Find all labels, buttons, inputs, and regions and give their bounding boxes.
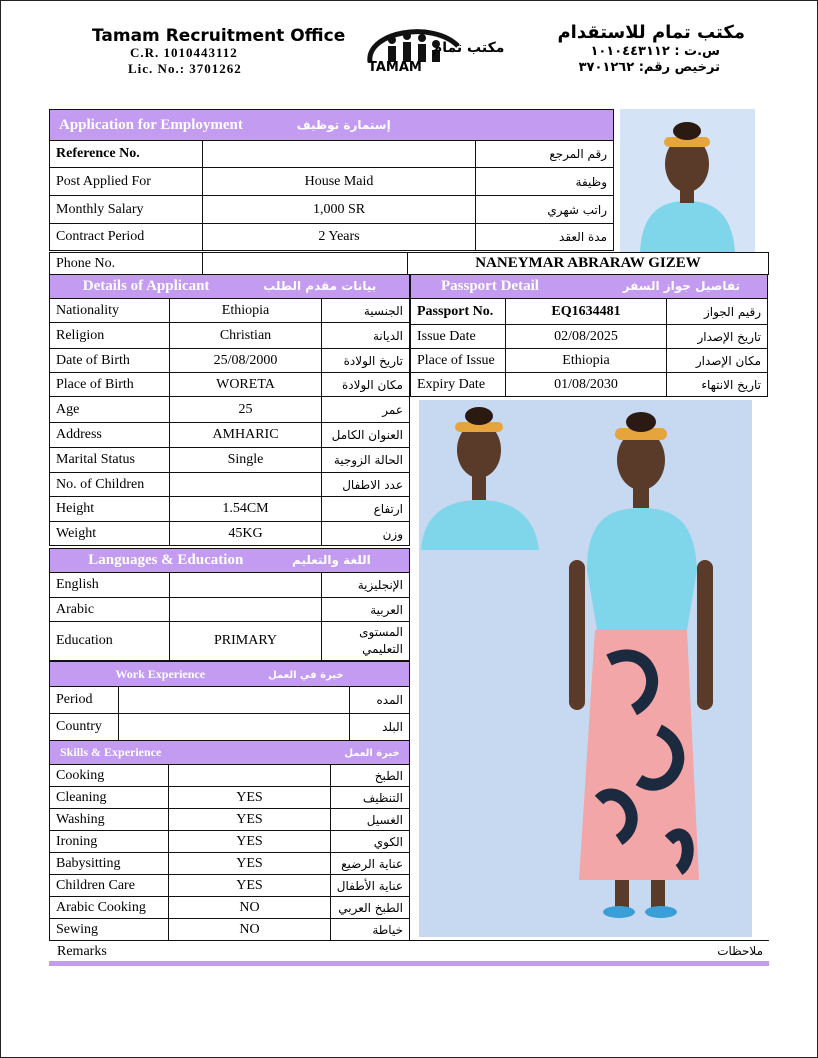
applicant-field-label-ar: العنوان الكامل: [322, 423, 410, 448]
skill-value: YES: [169, 787, 331, 809]
reference-value: [203, 141, 476, 168]
application-title-ar: إستمارة توظيف: [296, 117, 391, 132]
table-row: [50, 196, 614, 224]
table-row: [50, 224, 614, 251]
passport-field-value: EQ1634481: [506, 299, 667, 325]
remarks-row: [49, 940, 769, 966]
skill-value: YES: [169, 853, 331, 875]
passport-field-label: Expiry Date: [411, 373, 506, 397]
applicant-field-label-ar: مكان الولادة: [322, 373, 410, 397]
passport-table: [410, 274, 768, 397]
company-name-ar: مكتب تمام للاستقدام: [557, 22, 745, 43]
table-row: [50, 323, 410, 349]
table-row: [50, 598, 410, 622]
languages-title-ar: اللغة والتعليم: [292, 553, 371, 567]
work-title-ar: خبرة في العمل: [268, 669, 344, 681]
applicant-field-label: Nationality: [50, 299, 170, 323]
skills-title: Skills & Experience: [60, 745, 162, 759]
skill-label: Babysitting: [50, 853, 169, 875]
country-value: [119, 714, 350, 741]
skills-title-ar: خبرة العمل: [344, 748, 400, 759]
applicant-field-label-ar: عدد الاطفال: [322, 473, 410, 497]
country-label: Country: [50, 714, 119, 741]
applicant-field-value: WORETA: [170, 373, 322, 397]
work-title: Work Experience: [115, 666, 206, 681]
languages-title: Languages & Education: [88, 552, 244, 568]
work-header: [50, 662, 410, 687]
applicant-field-label-ar: الجنسية: [322, 299, 410, 323]
applicant-title: Details of Applicant: [82, 278, 210, 294]
english-label-ar: الإنجليزية: [322, 573, 410, 598]
table-row: [50, 573, 410, 598]
skill-value: [169, 765, 331, 787]
skill-label-ar: عناية الرضيع: [330, 853, 409, 875]
table-row: [411, 349, 768, 373]
period-value: [119, 687, 350, 714]
applicant-field-label-ar: وزن: [322, 522, 410, 546]
applicant-field-value: Single: [170, 448, 322, 473]
post-value: House Maid: [203, 168, 476, 196]
phone-name-table: [49, 252, 769, 275]
skill-value: YES: [169, 831, 331, 853]
applicant-photo-full: [419, 400, 752, 937]
applicant-field-label: Height: [50, 497, 170, 522]
table-row: [50, 141, 614, 168]
passport-field-value: 02/08/2025: [506, 325, 667, 349]
passport-title: Passport Detail: [441, 278, 539, 294]
skill-label-ar: عناية الأطفال: [330, 875, 409, 897]
passport-field-label-ar: رقيم الجواز: [667, 299, 768, 325]
post-label: Post Applied For: [50, 168, 203, 196]
reference-label-ar: رقم المرجع: [476, 141, 614, 168]
license-number-ar: ترخيص رقم: ٣٧٠١٢٦٢: [578, 60, 720, 75]
table-row: [411, 325, 768, 349]
country-label-ar: البلد: [350, 714, 410, 741]
applicant-table: [49, 274, 410, 546]
applicant-field-label: Address: [50, 423, 170, 448]
table-row: [50, 497, 410, 522]
english-value: [170, 573, 322, 598]
applicant-name: NANEYMAR ABRARAW GIZEW: [408, 253, 769, 275]
remarks-label: Remarks: [57, 944, 107, 959]
table-row: [50, 714, 410, 741]
passport-field-value: Ethiopia: [506, 349, 667, 373]
skill-value: NO: [169, 919, 331, 941]
passport-field-label: Issue Date: [411, 325, 506, 349]
remarks-label-ar: ملاحظات: [717, 944, 763, 958]
work-table: [49, 661, 410, 741]
applicant-field-label: Date of Birth: [50, 349, 170, 373]
reference-label: Reference No.: [50, 141, 203, 168]
table-row: [411, 373, 768, 397]
cr-number-ar: س.ت : ١٠١٠٤٤٣١١٢: [590, 44, 720, 59]
skills-table: [49, 740, 410, 941]
applicant-field-value: Ethiopia: [170, 299, 322, 323]
skill-value: NO: [169, 897, 331, 919]
applicant-field-value: Christian: [170, 323, 322, 349]
applicant-field-label-ar: الحالة الزوجية: [322, 448, 410, 473]
arabic-value: [170, 598, 322, 622]
education-label: Education: [50, 622, 170, 661]
skill-label-ar: الطبخ: [330, 765, 409, 787]
contract-label-ar: مدة العقد: [476, 224, 614, 251]
skill-label-ar: خياطة: [330, 919, 409, 941]
salary-value: 1,000 SR: [203, 196, 476, 224]
skill-value: YES: [169, 809, 331, 831]
applicant-field-label: Weight: [50, 522, 170, 546]
applicant-title-ar: بيانات مقدم الطلب: [263, 279, 377, 293]
passport-field-label-ar: مكان الإصدار: [667, 349, 768, 373]
passport-field-label: Passport No.: [411, 299, 506, 325]
skill-label: Sewing: [50, 919, 169, 941]
table-row: [50, 787, 410, 809]
education-value: PRIMARY: [170, 622, 322, 661]
applicant-field-value: 25: [170, 397, 322, 423]
applicant-field-value: [170, 473, 322, 497]
application-table: [49, 109, 614, 251]
skills-header: [50, 741, 410, 765]
applicant-photo-small: [620, 109, 755, 252]
table-row: [50, 473, 410, 497]
applicant-field-label: No. of Children: [50, 473, 170, 497]
applicant-field-label-ar: ارتفاع: [322, 497, 410, 522]
skill-label: Ironing: [50, 831, 169, 853]
table-row: [50, 522, 410, 546]
passport-field-label-ar: تاريخ الإصدار: [667, 325, 768, 349]
full-body-photo-icon: [419, 400, 752, 937]
applicant-field-label: Marital Status: [50, 448, 170, 473]
portrait-icon: [620, 109, 755, 252]
skill-label: Washing: [50, 809, 169, 831]
period-label-ar: المده: [350, 687, 410, 714]
logo-text-ar: مكتب تمام: [432, 40, 505, 56]
table-row: [411, 299, 768, 325]
license-number-en: Lic. No.: 3701262: [128, 61, 242, 76]
table-row: [50, 765, 410, 787]
applicant-field-value: 45KG: [170, 522, 322, 546]
table-row: [50, 853, 410, 875]
skill-label-ar: الغسيل: [330, 809, 409, 831]
skill-label-ar: الطبخ العربي: [330, 897, 409, 919]
passport-field-label-ar: تاريخ الانتهاء: [667, 373, 768, 397]
company-name-en: Tamam Recruitment Office: [92, 26, 346, 46]
skill-label-ar: الكوي: [330, 831, 409, 853]
applicant-field-value: 25/08/2000: [170, 349, 322, 373]
table-row: [50, 919, 410, 941]
table-row: [50, 897, 410, 919]
phone-label: Phone No.: [50, 253, 203, 275]
table-row: [50, 423, 410, 448]
table-row: [50, 809, 410, 831]
table-row: [50, 687, 410, 714]
applicant-field-label: Religion: [50, 323, 170, 349]
table-row: [50, 448, 410, 473]
arabic-label: Arabic: [50, 598, 170, 622]
applicant-field-label-ar: الديانة: [322, 323, 410, 349]
passport-field-label: Place of Issue: [411, 349, 506, 373]
applicant-field-label-ar: تاريخ الولادة: [322, 349, 410, 373]
skill-label: Arabic Cooking: [50, 897, 169, 919]
cr-number-en: C.R. 1010443112: [130, 45, 238, 60]
applicant-field-label: Age: [50, 397, 170, 423]
applicant-field-value: 1.54CM: [170, 497, 322, 522]
skill-label: Children Care: [50, 875, 169, 897]
passport-field-value: 01/08/2030: [506, 373, 667, 397]
contract-label: Contract Period: [50, 224, 203, 251]
table-row: [50, 253, 769, 275]
application-title: Application for Employment: [59, 116, 243, 133]
skill-label: Cooking: [50, 765, 169, 787]
table-row: [50, 831, 410, 853]
english-label: English: [50, 573, 170, 598]
table-row: [50, 397, 410, 423]
application-header: [50, 110, 614, 141]
logo-text: TAMAM: [368, 60, 422, 75]
phone-value: [203, 253, 408, 275]
applicant-field-value: AMHARIC: [170, 423, 322, 448]
table-row: [50, 373, 410, 397]
table-row: [50, 299, 410, 323]
table-row: [50, 622, 410, 661]
languages-header: [50, 549, 410, 573]
skill-label: Cleaning: [50, 787, 169, 809]
table-row: [50, 168, 614, 196]
education-label-ar: المستوى التعليمي: [322, 622, 410, 661]
passport-header: [411, 275, 768, 299]
skill-label-ar: التنظيف: [330, 787, 409, 809]
period-label: Period: [50, 687, 119, 714]
passport-title-ar: تفاصيل جواز السفر: [622, 279, 740, 293]
applicant-header: [50, 275, 410, 299]
applicant-field-label: Place of Birth: [50, 373, 170, 397]
arabic-label-ar: العربية: [322, 598, 410, 622]
table-row: [50, 349, 410, 373]
post-label-ar: وظيفة: [476, 168, 614, 196]
table-row: [50, 875, 410, 897]
languages-table: [49, 548, 410, 661]
skill-value: YES: [169, 875, 331, 897]
salary-label: Monthly Salary: [50, 196, 203, 224]
salary-label-ar: راتب شهري: [476, 196, 614, 224]
applicant-field-label-ar: عمر: [322, 397, 410, 423]
contract-value: 2 Years: [203, 224, 476, 251]
